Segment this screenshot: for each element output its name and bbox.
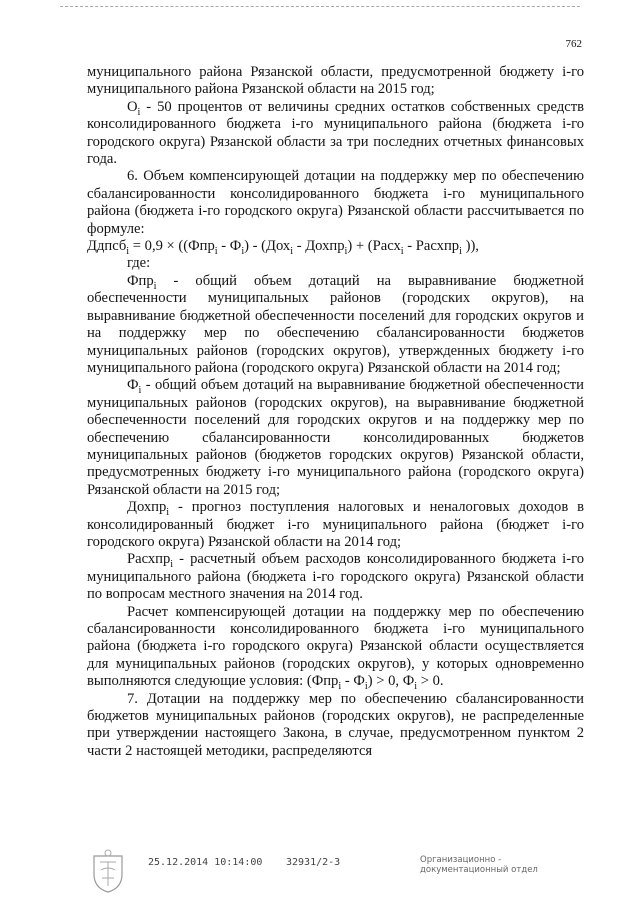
department-stamp-line2: документационный отдел (420, 865, 538, 875)
formula: Ддпсб$_i$ = $0,9 \times ((Фпр_i - Ф_i) - (Дох_i$ - Дохпр$_i$) + (Расх$_i$ - Расхпр$_i$ )), (87, 238, 479, 257)
paragraph-p7: Дохпр$_i$ - прогноз поступления налоговых и неналоговых доходов в консолидированный бюджет i-го муниципального района (бюджет i-го городского округа) Рязанской области на 2014 год; (87, 499, 584, 550)
document-body (87, 64, 584, 760)
paragraph-p2: $O_i - 50$ процентов от величины средних остатков собственных средств консолидированного бюджета i-го муниципального района (бюджета i-го городского округа) Рязанской области за три последних отчетных финансовых года. (87, 98, 584, 168)
registration-number: 32931/2-3 (286, 857, 341, 868)
paragraph-p3: 6. Объем компенсирующей дотации на поддержку мер по обеспечению сбалансированности консолидированного бюджета i-го муниципального района (бюджета i-го городского округа) Рязанской области рассчитывается по формуле: (87, 168, 584, 237)
paragraph-p4: где: (127, 255, 151, 272)
coat-of-arms-seal-icon (88, 848, 128, 894)
registration-timestamp: 25.12.2014 10:14:00 (148, 857, 263, 868)
paragraph-p8: Расхпр$_i$ - расчетный объем расходов консолидированного бюджета i-го муниципального района (бюджета i-го городского округа) Рязанской области по вопросам местного значения на 2014 год. (87, 551, 584, 603)
paragraph-p1: муниципального района Рязанской области, предусмотренной бюджету i-го муниципального района Рязанской области на 2015 год; (87, 64, 584, 98)
scan-top-edge (60, 6, 580, 7)
department-stamp-line1: Организационно - (420, 855, 502, 865)
paragraph-p10: 7. Дотации на поддержку мер по обеспечению сбалансированности бюджетов муниципальных районов (городских округов), не распределенные при утверждении настоящего Закона, в случае, предусмотренном пунктом 2 части 2 настоящей методики, распределяются (87, 690, 584, 759)
document-footer (0, 848, 640, 898)
paragraph-p9: Расчет компенсирующей дотации на поддержку мер по обеспечению сбалансированности консолидированного бюджета i-го муниципального района (бюджета i-го городского округа) Рязанской области осуществляется для муниципальных районов (городских округов), у которых одновременно выполняются следующие условия: $(Фпр_i - Ф_i) > 0$, $Ф_i > 0$. (87, 603, 584, 693)
department-stamp (420, 855, 538, 875)
page-number: 762 (565, 38, 582, 50)
paragraph-p6: $Ф_i$ - общий объем дотаций на выравнивание бюджетной обеспеченности муниципальных районов (городских округов), на выравнивание бюджетной обеспеченности поселений для городских округов и на поддержку мер по обеспечению сбалансированности консолидированных бюджетов муниципальных районов (бюджетов городских округов) Рязанской области, предусмотренных бюджету i-го муниципального района (городского округа) Рязанской области на 2015 год; (87, 377, 584, 498)
paragraph-p5: Фпр$_i$ - общий объем дотаций на выравнивание бюджетной обеспеченности муниципальных районов (городских округов), на выравнивание бюджетной обеспеченности поселений для городских округов и на поддержку мер по обеспечению сбалансированности бюджетов муниципальных районов (городских округов), утвержденных бюджету i-го муниципального района (городского округа) Рязанской области на 2014 год; (87, 272, 584, 376)
